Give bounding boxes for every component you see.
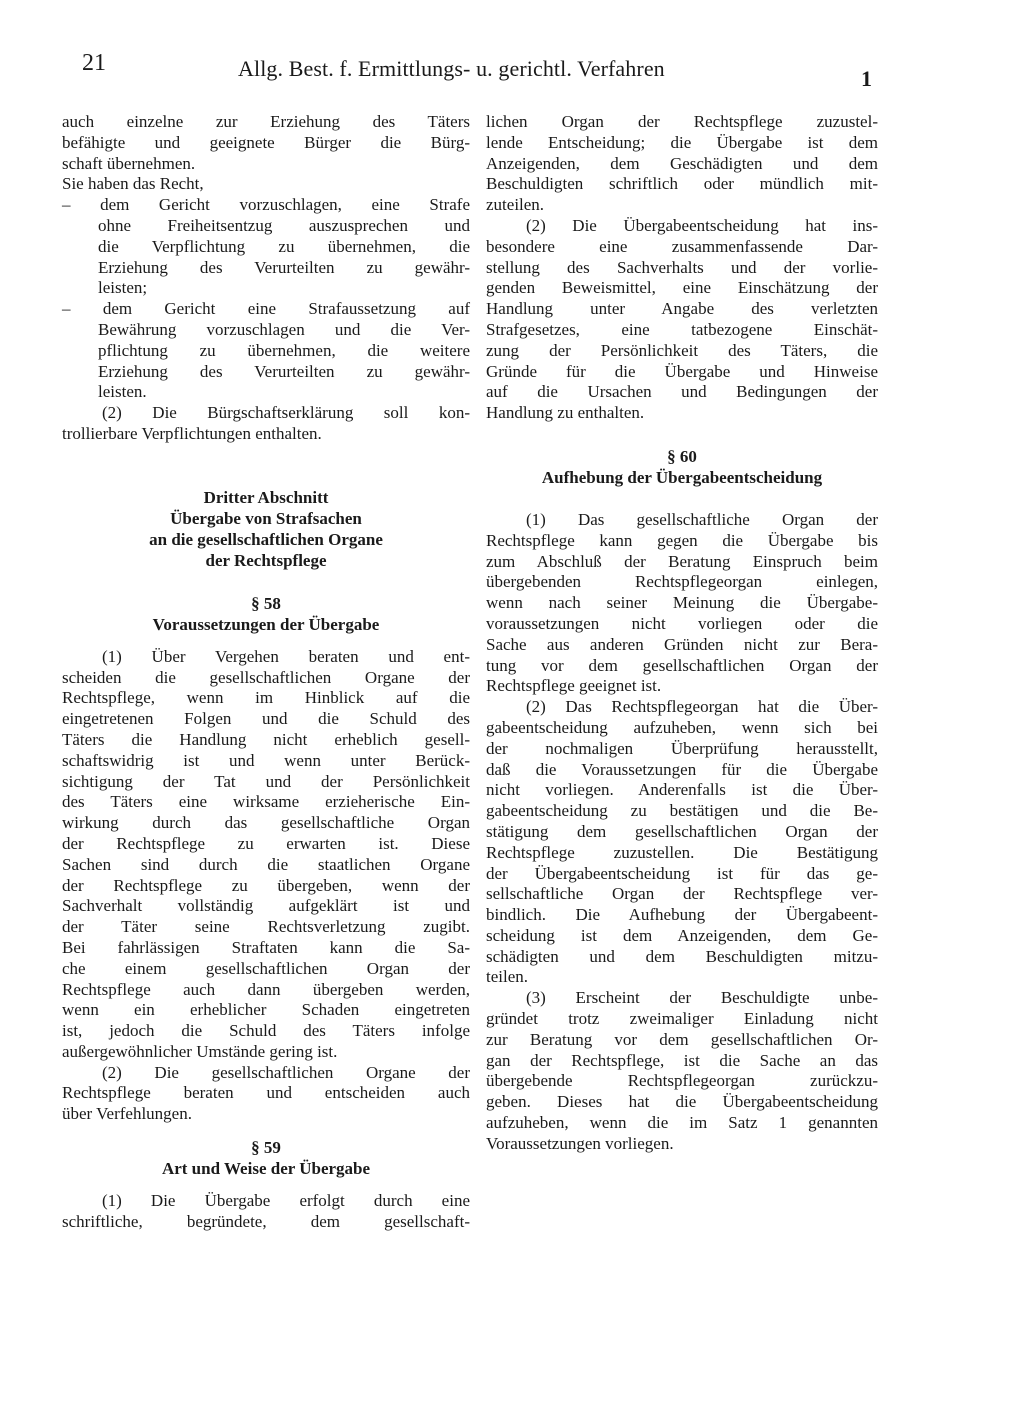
text-line: (2) Das Rechtspflegeorgan hat die Über- bbox=[526, 697, 878, 717]
text-line: der Täter seine Rechtsverletzung zugibt. bbox=[62, 917, 470, 937]
section-heading bbox=[62, 487, 470, 571]
right-column bbox=[486, 112, 878, 1155]
section-heading-line: Dritter Abschnitt bbox=[203, 487, 329, 507]
text-line: Beschuldigten schriftlich oder mündlich mit- bbox=[486, 174, 878, 194]
rights-intro: Sie haben das Recht, bbox=[62, 174, 204, 194]
section-heading-line: Übergabe von Strafsachen bbox=[170, 508, 362, 528]
section-heading-line: an die gesellschaftlichen Organe bbox=[149, 529, 383, 549]
text-line: Sachen sind durch die staatlichen Organe bbox=[62, 854, 470, 874]
text-line: che einem gesellschaftlichen Organ der bbox=[62, 958, 470, 978]
text-line: gabeentscheidung zu bestätigen und die Be- bbox=[486, 801, 878, 821]
page-number: 21 bbox=[82, 50, 106, 76]
text-line: – dem Gericht vorzuschlagen, eine Strafe bbox=[62, 195, 470, 215]
text-line: übergebende Rechtspflegeorgan zurückzu- bbox=[486, 1071, 878, 1091]
text-line: Gründe für die Übergabe und Hinweise bbox=[486, 361, 878, 381]
section-heading-line: der Rechtspflege bbox=[205, 550, 327, 570]
text-line: Sache aus anderen Gründen nicht zur Bera- bbox=[486, 634, 878, 654]
text-line: schriftliche, begründete, dem gesellschaft- bbox=[62, 1211, 470, 1231]
rights-item-2 bbox=[62, 299, 470, 403]
text-line: gründet trotz zweimaliger Einladung nicht bbox=[486, 1009, 878, 1029]
text-line: Anzeigenden, dem Geschädigten und dem bbox=[486, 153, 878, 173]
left-column bbox=[62, 112, 470, 1233]
text-line: der Rechtspflege zu erwarten ist. Diese bbox=[62, 833, 470, 853]
text-line: Rechtspflege kann gegen die Übergabe bis bbox=[486, 530, 878, 550]
text-line: Rechtspflege auch dann übergeben werden, bbox=[62, 979, 470, 999]
text-line: stätigung dem gesellschaftlichen Organ der bbox=[486, 821, 878, 841]
text-line: – dem Gericht eine Strafaussetzung auf bbox=[62, 299, 470, 319]
text-line: der nochmaligen Überprüfung herausstellt, bbox=[486, 738, 878, 758]
s58-paragraph-2 bbox=[62, 1063, 470, 1125]
text-line: Erziehung des Verurteilten zu gewähr- bbox=[98, 361, 470, 381]
text-line: Handlung unter Angabe des verletzten bbox=[486, 299, 878, 319]
text-line: pflichtung zu übernehmen, die weitere bbox=[98, 340, 470, 360]
section-number-58: § 58 bbox=[251, 593, 281, 613]
text-line: auf die Ursachen und Bedingungen der bbox=[486, 382, 878, 402]
chapter-number: 1 bbox=[861, 66, 872, 91]
paragraph-2 bbox=[62, 403, 470, 445]
text-line: scheidung ist dem Anzeigenden, dem Ge- bbox=[486, 925, 878, 945]
section-title-60: Aufhebung der Übergabeentscheidung bbox=[541, 467, 823, 487]
text-line: trollierbare Verpflichtungen enthalten. bbox=[62, 423, 322, 443]
section-title-58: Voraussetzungen der Übergabe bbox=[152, 614, 380, 634]
text-line: scheiden die gesellschaftlichen Organe der bbox=[62, 667, 470, 687]
section-number-59: § 59 bbox=[251, 1138, 281, 1158]
text-line: zum Abschluß der Beratung Einspruch beim bbox=[486, 551, 878, 571]
text-line: ohne Freiheitsentzug auszusprechen und bbox=[98, 215, 470, 235]
text-line: bindlich. Die Aufhebung der Übergabeent- bbox=[486, 905, 878, 925]
text-line: schädigten und dem Beschuldigten mitzu- bbox=[486, 946, 878, 966]
text-line: Erziehung des Verurteilten zu gewähr- bbox=[98, 257, 470, 277]
text-line: voraussetzungen nicht vorliegen oder die bbox=[486, 613, 878, 633]
text-line: der Rechtspflege zu übergeben, wenn der bbox=[62, 875, 470, 895]
text-line: Bei fahrlässigen Straftaten kann die Sa- bbox=[62, 937, 470, 957]
text-line: teilen. bbox=[486, 967, 529, 987]
text-line: stellung des Sachverhalts und der vorlie- bbox=[486, 257, 878, 277]
text-line: genden Beweismittel, eine Einschätzung der bbox=[486, 278, 878, 298]
text-line: eingetretenen Folgen und die Schuld des bbox=[62, 709, 470, 729]
text-line: außergewöhnlicher Umstände gering ist. bbox=[62, 1041, 338, 1061]
page-header bbox=[82, 50, 884, 90]
text-line: geben. Dieses hat die Übergabeentscheidung bbox=[486, 1092, 878, 1112]
text-line: wenn ein erheblicher Schaden eingetreten bbox=[62, 1000, 470, 1020]
section-title-59: Art und Weise der Übergabe bbox=[161, 1159, 371, 1179]
section-number-60: § 60 bbox=[667, 446, 697, 466]
text-line: leisten. bbox=[98, 382, 147, 402]
text-line: Täters die Handlung nicht erheblich gesell- bbox=[62, 729, 470, 749]
text-line: besondere eine zusammenfassende Dar- bbox=[486, 236, 878, 256]
text-line: (2) Die Bürgschaftserklärung soll kon- bbox=[102, 403, 470, 423]
text-line: lichen Organ der Rechtspflege zuzustel- bbox=[486, 112, 878, 131]
s60-paragraph-3 bbox=[486, 988, 878, 1154]
text-line: sichtigung der Tat und der Persönlichkeit bbox=[62, 771, 470, 791]
text-line: (1) Die Übergabe erfolgt durch eine bbox=[102, 1191, 470, 1211]
text-line: (2) Die Übergabeentscheidung hat ins- bbox=[526, 215, 878, 235]
s58-paragraph-1 bbox=[62, 647, 470, 1063]
text-line: des Täters eine wirksame erzieherische Ein- bbox=[62, 792, 470, 812]
text-line: die Verpflichtung zu übernehmen, die bbox=[98, 236, 470, 256]
text-line: leisten; bbox=[98, 278, 148, 298]
text-line: befähigte und geeignete Bürger die Bürg- bbox=[62, 132, 470, 152]
s60-paragraph-2 bbox=[486, 697, 878, 988]
text-line: über Verfehlungen. bbox=[62, 1104, 192, 1124]
text-line: (2) Die gesellschaftlichen Organe der bbox=[102, 1062, 470, 1082]
text-line: übergebenden Rechtspflegeorgan einlegen, bbox=[486, 572, 878, 592]
text-line: wirkung durch das gesellschaftliche Organ bbox=[62, 813, 470, 833]
text-line: auch einzelne zur Erziehung des Täters bbox=[62, 112, 470, 131]
text-line: gan der Rechtspflege, ist die Sache an das bbox=[486, 1050, 878, 1070]
text-line: Rechtspflege, wenn im Hinblick auf die bbox=[62, 688, 470, 708]
rights-item-1 bbox=[62, 195, 470, 299]
text-line: tung vor dem gesellschaftlichen Organ der bbox=[486, 655, 878, 675]
s60-paragraph-1 bbox=[486, 510, 878, 697]
s59-paragraph-2 bbox=[486, 216, 878, 424]
text-line: (1) Das gesellschaftliche Organ der bbox=[526, 509, 878, 529]
text-line: daß die Voraussetzungen für die Übergabe bbox=[486, 759, 878, 779]
text-line: zur Beratung vor dem gesellschaftlichen Or- bbox=[486, 1029, 878, 1049]
text-line: (3) Erscheint der Beschuldigte unbe- bbox=[526, 988, 878, 1008]
text-line: Rechtspflege beraten und entscheiden auch bbox=[62, 1083, 470, 1103]
intro-paragraph bbox=[62, 112, 470, 174]
text-line: zung der Persönlichkeit des Täters, die bbox=[486, 340, 878, 360]
text-line: sellschaftliche Organ der Rechtspflege ver- bbox=[486, 884, 878, 904]
text-line: Rechtspflege zuzustellen. Die Bestätigung bbox=[486, 842, 878, 862]
text-line: der Übergabeentscheidung ist für das ge- bbox=[486, 863, 878, 883]
s59-paragraph-1-continued bbox=[486, 112, 878, 216]
text-line: Rechtspflege geeignet ist. bbox=[486, 676, 662, 696]
text-line: Sachverhalt vollständig aufgeklärt ist und bbox=[62, 896, 470, 916]
text-line: Bewährung vorzuschlagen und die Ver- bbox=[98, 319, 470, 339]
text-line: Handlung zu enthalten. bbox=[486, 403, 645, 423]
text-line: schaftswidrig ist und wenn unter Berück- bbox=[62, 750, 470, 770]
text-line: gabeentscheidung aufzuheben, wenn sich bei bbox=[486, 717, 878, 737]
text-line: lende Entscheidung; die Übergabe ist dem bbox=[486, 132, 878, 152]
text-line: schaft übernehmen. bbox=[62, 153, 196, 173]
text-line: zuteilen. bbox=[486, 195, 545, 215]
text-line: nicht vorliegen. Anderenfalls ist die Über- bbox=[486, 780, 878, 800]
text-line: ist, jedoch die Schuld des Täters infolge bbox=[62, 1021, 470, 1041]
text-line: wenn nach seiner Meinung die Übergabe- bbox=[486, 593, 878, 613]
text-line: Strafgesetzes, eine tatbezogene Einschät- bbox=[486, 319, 878, 339]
text-line: aufzuheben, wenn die im Satz 1 genannten bbox=[486, 1113, 878, 1133]
s59-paragraph-1 bbox=[62, 1191, 470, 1233]
text-line: Voraussetzungen vorliegen. bbox=[486, 1133, 674, 1153]
running-title: Allg. Best. f. Ermittlungs- u. gerichtl. Verfahren bbox=[238, 56, 665, 81]
text-line: (1) Über Vergehen beraten und ent- bbox=[102, 646, 470, 666]
